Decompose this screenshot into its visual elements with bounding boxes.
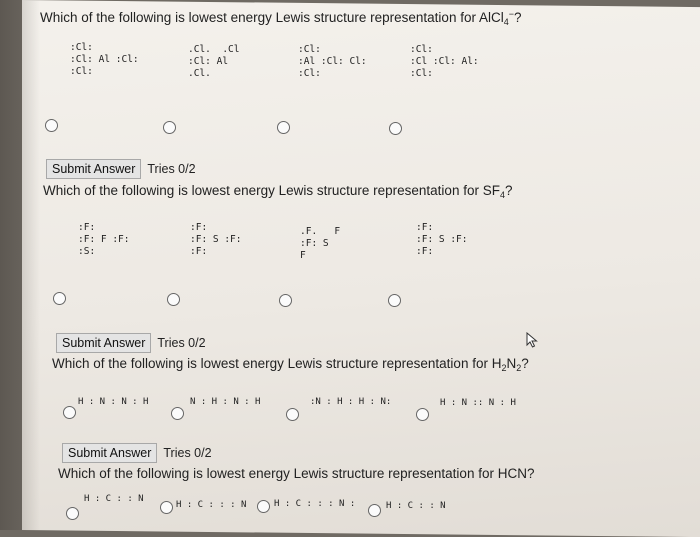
alcl4-option-3-structure: :Cl: :Al :Cl: Cl: :Cl: <box>298 44 367 79</box>
sf4-option-3-structure: .F. F :F: S F <box>300 226 341 261</box>
h2n2-option-1-radio[interactable] <box>63 406 76 419</box>
hcn-option-3-radio[interactable] <box>257 500 270 513</box>
question-2-text-main: Which of the following is lowest energy Lewis structure representation for SF <box>43 183 500 198</box>
hcn-option-2-radio[interactable] <box>160 501 173 514</box>
sf4-option-4-structure: :F: :F: S :F: :F: <box>416 222 468 257</box>
alcl4-option-1-radio[interactable] <box>45 119 58 132</box>
question-3-text-main: Which of the following is lowest energy Lewis structure representation for H <box>52 356 502 371</box>
question-3-text-mid: N <box>506 356 517 371</box>
q3-tries: Tries 0/2 <box>163 446 212 460</box>
alcl4-option-3-radio[interactable] <box>277 121 290 134</box>
question-2-text <box>43 183 513 200</box>
question-3-subscript-1: 2 <box>501 363 507 373</box>
q2-tries: Tries 0/2 <box>157 336 206 350</box>
question-4-text <box>58 466 534 481</box>
alcl4-option-2-structure: .Cl. .Cl :Cl: Al .Cl. <box>188 44 240 79</box>
h2n2-option-3-structure: :N : H : H : N: <box>310 397 392 407</box>
q2-submit-button[interactable]: Submit Answer <box>56 333 151 353</box>
alcl4-option-1-structure: :Cl: :Cl: Al :Cl: :Cl: <box>70 42 139 77</box>
question-3-subscript-2: 2 <box>516 363 522 373</box>
sf4-option-4-radio[interactable] <box>388 294 401 307</box>
question-3-text <box>52 356 529 373</box>
h2n2-option-2-structure: N : H : N : H <box>190 397 261 407</box>
question-2-text-end: ? <box>504 183 513 198</box>
question-1-text <box>40 9 522 27</box>
sf4-option-2-structure: :F: :F: S :F: :F: <box>190 222 242 257</box>
hcn-option-1-radio[interactable] <box>66 507 79 520</box>
hcn-option-4-radio[interactable] <box>368 504 381 517</box>
q2-submit-row <box>56 333 206 353</box>
h2n2-option-3-radio[interactable] <box>286 408 299 421</box>
q3-submit-row <box>62 443 212 463</box>
question-1-text-end: ? <box>514 10 522 25</box>
question-3-text-end: ? <box>521 356 529 371</box>
sf4-option-1-structure: :F: :F: F :F: :S: <box>78 222 130 257</box>
question-1-superscript: − <box>508 9 514 19</box>
question-4-text-main: Which of the following is lowest energy Lewis structure representation for HCN? <box>58 466 535 481</box>
page-shadow <box>0 0 40 530</box>
q1-tries: Tries 0/2 <box>147 162 196 176</box>
h2n2-option-2-radio[interactable] <box>171 407 184 420</box>
q3-submit-button[interactable]: Submit Answer <box>62 443 157 463</box>
hcn-option-3-structure: H : C : : : N : <box>274 499 356 509</box>
h2n2-option-4-structure: H : N :: N : H <box>440 398 516 408</box>
q1-submit-row <box>46 159 196 179</box>
sf4-option-1-radio[interactable] <box>53 292 66 305</box>
alcl4-option-4-structure: :Cl: :Cl :Cl: Al: :Cl: <box>410 44 479 79</box>
hcn-option-2-structure: H : C : : : N <box>176 500 247 510</box>
alcl4-option-2-radio[interactable] <box>163 121 176 134</box>
q1-submit-button[interactable]: Submit Answer <box>46 159 141 179</box>
mouse-pointer-icon <box>525 332 539 348</box>
question-1-text-main: Which of the following is lowest energy Lewis structure representation for AlCl <box>40 10 504 25</box>
question-2-subscript: 4 <box>499 190 505 200</box>
sf4-option-2-radio[interactable] <box>167 293 180 306</box>
h2n2-option-4-radio[interactable] <box>416 408 429 421</box>
h2n2-option-1-structure: H : N : N : H <box>78 397 149 407</box>
hcn-option-4-structure: H : C : : N <box>386 501 446 511</box>
alcl4-option-4-radio[interactable] <box>389 122 402 135</box>
question-1-subscript: 4 <box>503 17 509 27</box>
hcn-option-1-structure: H : C : : N <box>84 494 144 504</box>
sf4-option-3-radio[interactable] <box>279 294 292 307</box>
